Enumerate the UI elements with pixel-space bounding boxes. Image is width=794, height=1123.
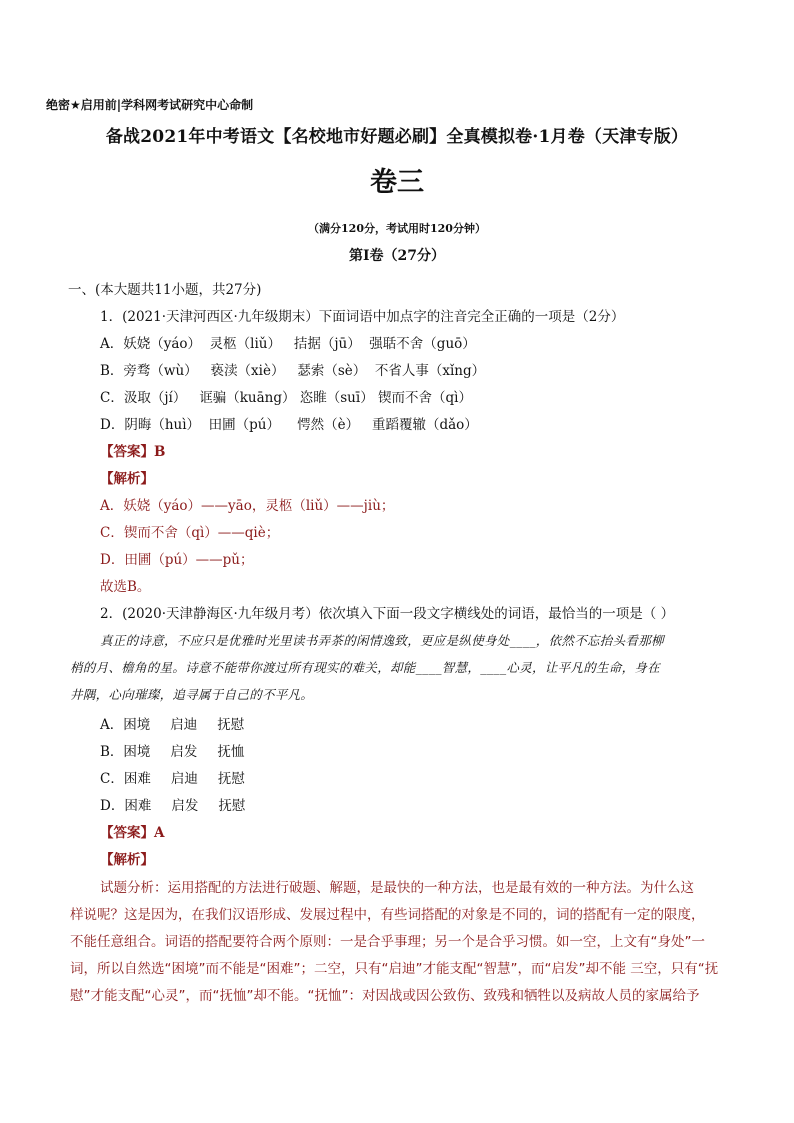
q2-option-word: C．困难 [100,771,151,787]
q2-option-word: 启迪 [170,771,198,787]
q2-option-word: 抚慰 [217,717,245,733]
q2-option-word: 抚恤 [217,744,245,760]
q2-passage-line: 梢的月、檐角的星。诗意不能带你渡过所有现实的难关，却能____智慧，____心灵，让平凡的生命，身在 [70,660,661,675]
q2-analysis-label: 【解析】 [100,852,154,868]
q2-option-a [100,713,264,733]
q2-analysis-line: 样说呢？这是因为，在我们汉语形成、发展过程中，有些词搭配的对象是不同的，词的搭配有一定的限度， [70,907,705,923]
q1-analysis-label: 【解析】 [100,471,154,487]
q2-analysis-line: 词，所以自然选“困境”而不能是“困难”；二空，只有“启迪”才能支配“智慧”，而“启发”却不能 三空，只有“抚 [70,961,719,977]
q1-option-a: A．妖娆（yáo） 灵柩（liǔ） 拮据（jū） 强聒不舍（guō） [100,336,476,352]
q2-answer: 【答案】A [100,825,165,841]
q1-option-b: B．旁骛（wù） 亵渎（xiè） 瑟索（sè） 不省人事（xǐng） [100,363,486,379]
q2-option-b [100,740,264,760]
confidential-line: 绝密★启用前|学科网考试研究中心命制 [46,98,254,112]
q2-option-word: 启发 [171,798,199,814]
q2-option-word: A．困境 [100,717,151,733]
q2-option-c [100,767,265,787]
q2-option-word: 启迪 [170,717,198,733]
q2-option-word: D．困难 [100,798,152,814]
q1-analysis-line: C．锲而不舍（qì）——qiè； [100,525,280,541]
q2-option-word: 启发 [170,744,198,760]
q2-stem: 2．(2020·天津静海区·九年级月考）依次填入下面一段文字横线处的词语，最恰当的一项是（ ） [100,606,675,622]
q1-analysis-line: A．妖娆（yáo）——yāo，灵柩（liǔ）——jiù； [100,498,395,514]
section-heading: 一、(本大题共11小题，共27分) [68,282,262,298]
q2-option-word: 抚慰 [217,771,245,787]
q2-analysis-line: 慰”才能支配“心灵”，而“抚恤”却不能。“抚恤”：对因战或因公致伤、致残和牺牲以及病故人员的家属给予 [70,988,700,1004]
q2-option-d [100,794,265,814]
q1-stem: 1．(2021·天津河西区·九年级期末）下面词语中加点字的注音完全正确的一项是（2分） [100,309,625,325]
q1-option-c: C．汲取（jí） 诓骗（kuāng） 恣睢（suī） 锲而不舍（qì） [100,390,472,406]
volume-title: 卷三 [370,167,424,198]
q2-passage-line: 井隅，心向璀璨，追寻属于自己的不平凡。 [70,687,314,702]
q2-analysis-line: 不能任意组合。词语的搭配要符合两个原则：一是合乎事理；另一个是合乎习惯。如一空，上文有“身处”一 [70,934,705,950]
q1-option-d: D．阴晦（huì） 田圃（pú） 愕然（è） 重蹈覆辙（dǎo） [100,417,478,433]
q2-analysis-line: 试题分析：运用搭配的方法进行破题、解题，是最快的一种方法，也是最有效的一种方法。为什么这 [100,880,694,896]
q2-option-word: B．困境 [100,744,151,760]
q2-option-word: 抚慰 [218,798,246,814]
q1-answer: 【答案】B [100,444,166,460]
q1-analysis-line: D．田圃（pú）——pǔ； [100,552,254,568]
q1-conclusion: 故选B。 [100,579,151,595]
part-title: 第Ⅰ卷（27分） [348,248,446,264]
score-note: （满分120分，考试用时120分钟） [308,222,486,235]
q2-passage-line: 真正的诗意，不应只是优雅时光里读书弄茶的闲情逸致，更应是纵使身处____，依然不忘抬头看那柳 [100,633,664,648]
exam-title: 备战2021年中考语文【名校地市好题必刷】全真模拟卷·1月卷（天津专版） [105,127,689,147]
